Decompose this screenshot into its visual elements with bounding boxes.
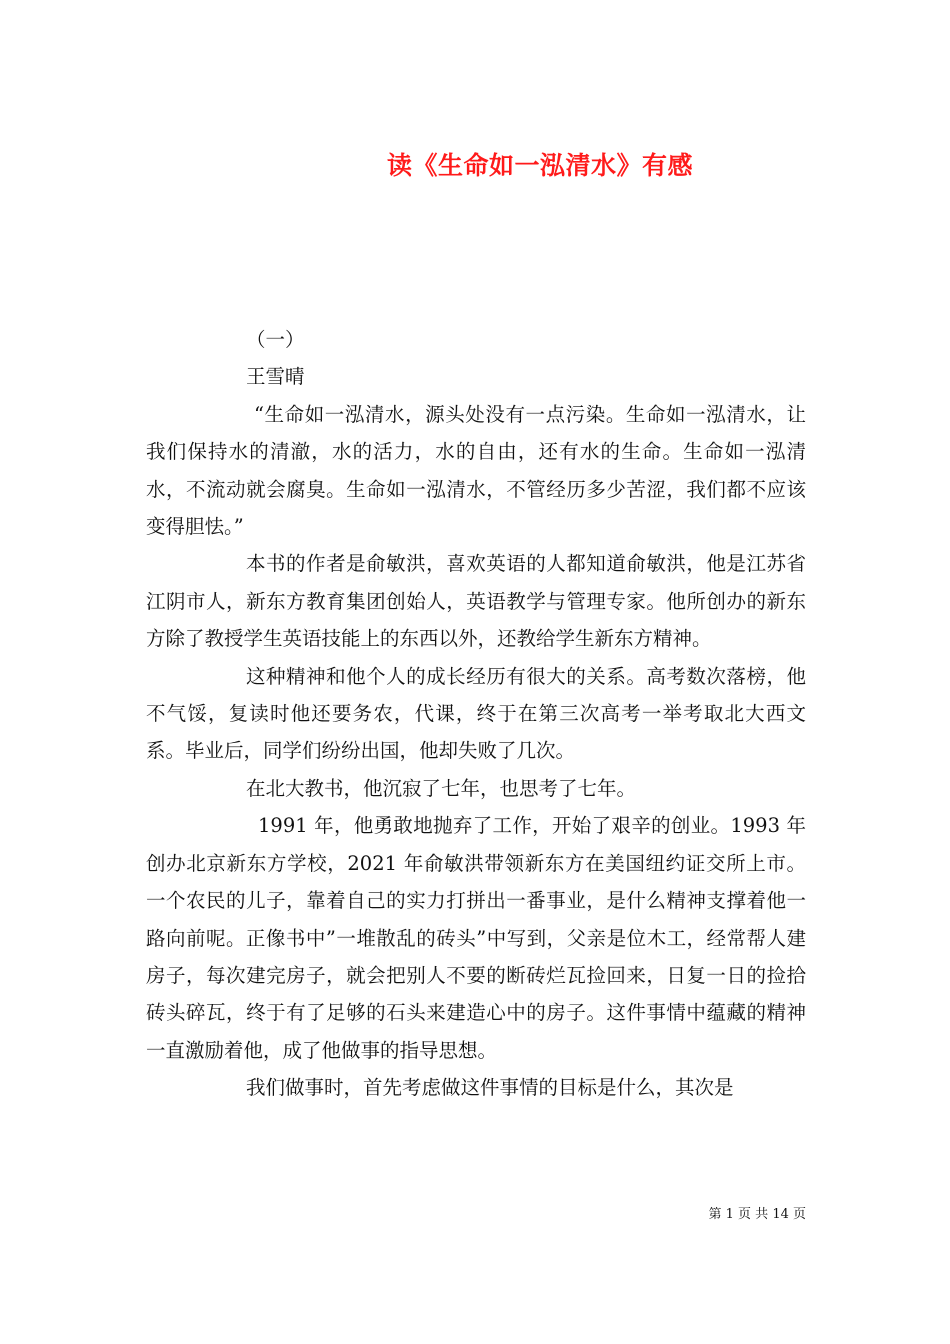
page-number: 第 1 页 共 14 页 bbox=[708, 1207, 806, 1222]
paragraph-goal: 我们做事时，首先考虑做这件事情的目标是什么，其次是 bbox=[246, 1076, 734, 1100]
paragraph-growth: 这种精神和他个人的成长经历有很大的关系。高考数次落榜，他不气馁，复读时他还要务农，代课，终于在第三次高考一举考取北大西文系。毕业后，同学们纷纷出国，他却失败了几次。 bbox=[146, 664, 806, 763]
paragraph-author-intro: 本书的作者是俞敏洪，喜欢英语的人都知道俞敏洪，他是江苏省江阴市人，新东方教育集团创始人，英语教学与管理专家。他所创办的新东方除了教授学生英语技能上的东西以外，还教给学生新东方精神。 bbox=[146, 552, 806, 651]
author-name: 王雪晴 bbox=[246, 365, 305, 389]
page-title: 读《生命如一泓清水》有感 bbox=[386, 150, 693, 180]
section-marker: （一） bbox=[246, 328, 305, 351]
paragraph-teaching: 在北大教书，他沉寂了七年，也思考了七年。 bbox=[246, 776, 637, 800]
document-body bbox=[146, 321, 806, 1107]
paragraph-startup: 1991 年，他勇敢地抛弃了工作，开始了艰辛的创业。1993 年创办北京新东方学校，2021 年俞敏洪带领新东方在美国纽约证交所上市。一个农民的儿子，靠着自己的实力打拼出一番事业，是什么精神支撑着他一路向前呢。正像书中”一堆散乱的砖头”中写到，父亲是位木工，经常帮人建房子，每次建完房子，就会把别人不要的断砖烂瓦捡回来，日复一日的捡拾砖头碎瓦，终于有了足够的石头来建造心中的房子。这件事情中蕴藏的精神一直激励着他，成了他做事的指导思想。 bbox=[146, 814, 806, 1062]
paragraph-quote: “生命如一泓清水，源头处没有一点污染。生命如一泓清水，让我们保持水的清澈，水的活力，水的自由，还有水的生命。生命如一泓清水，不流动就会腐臭。生命如一泓清水，不管经历多少苦涩，我们都不应该变得胆怯。” bbox=[146, 402, 806, 539]
